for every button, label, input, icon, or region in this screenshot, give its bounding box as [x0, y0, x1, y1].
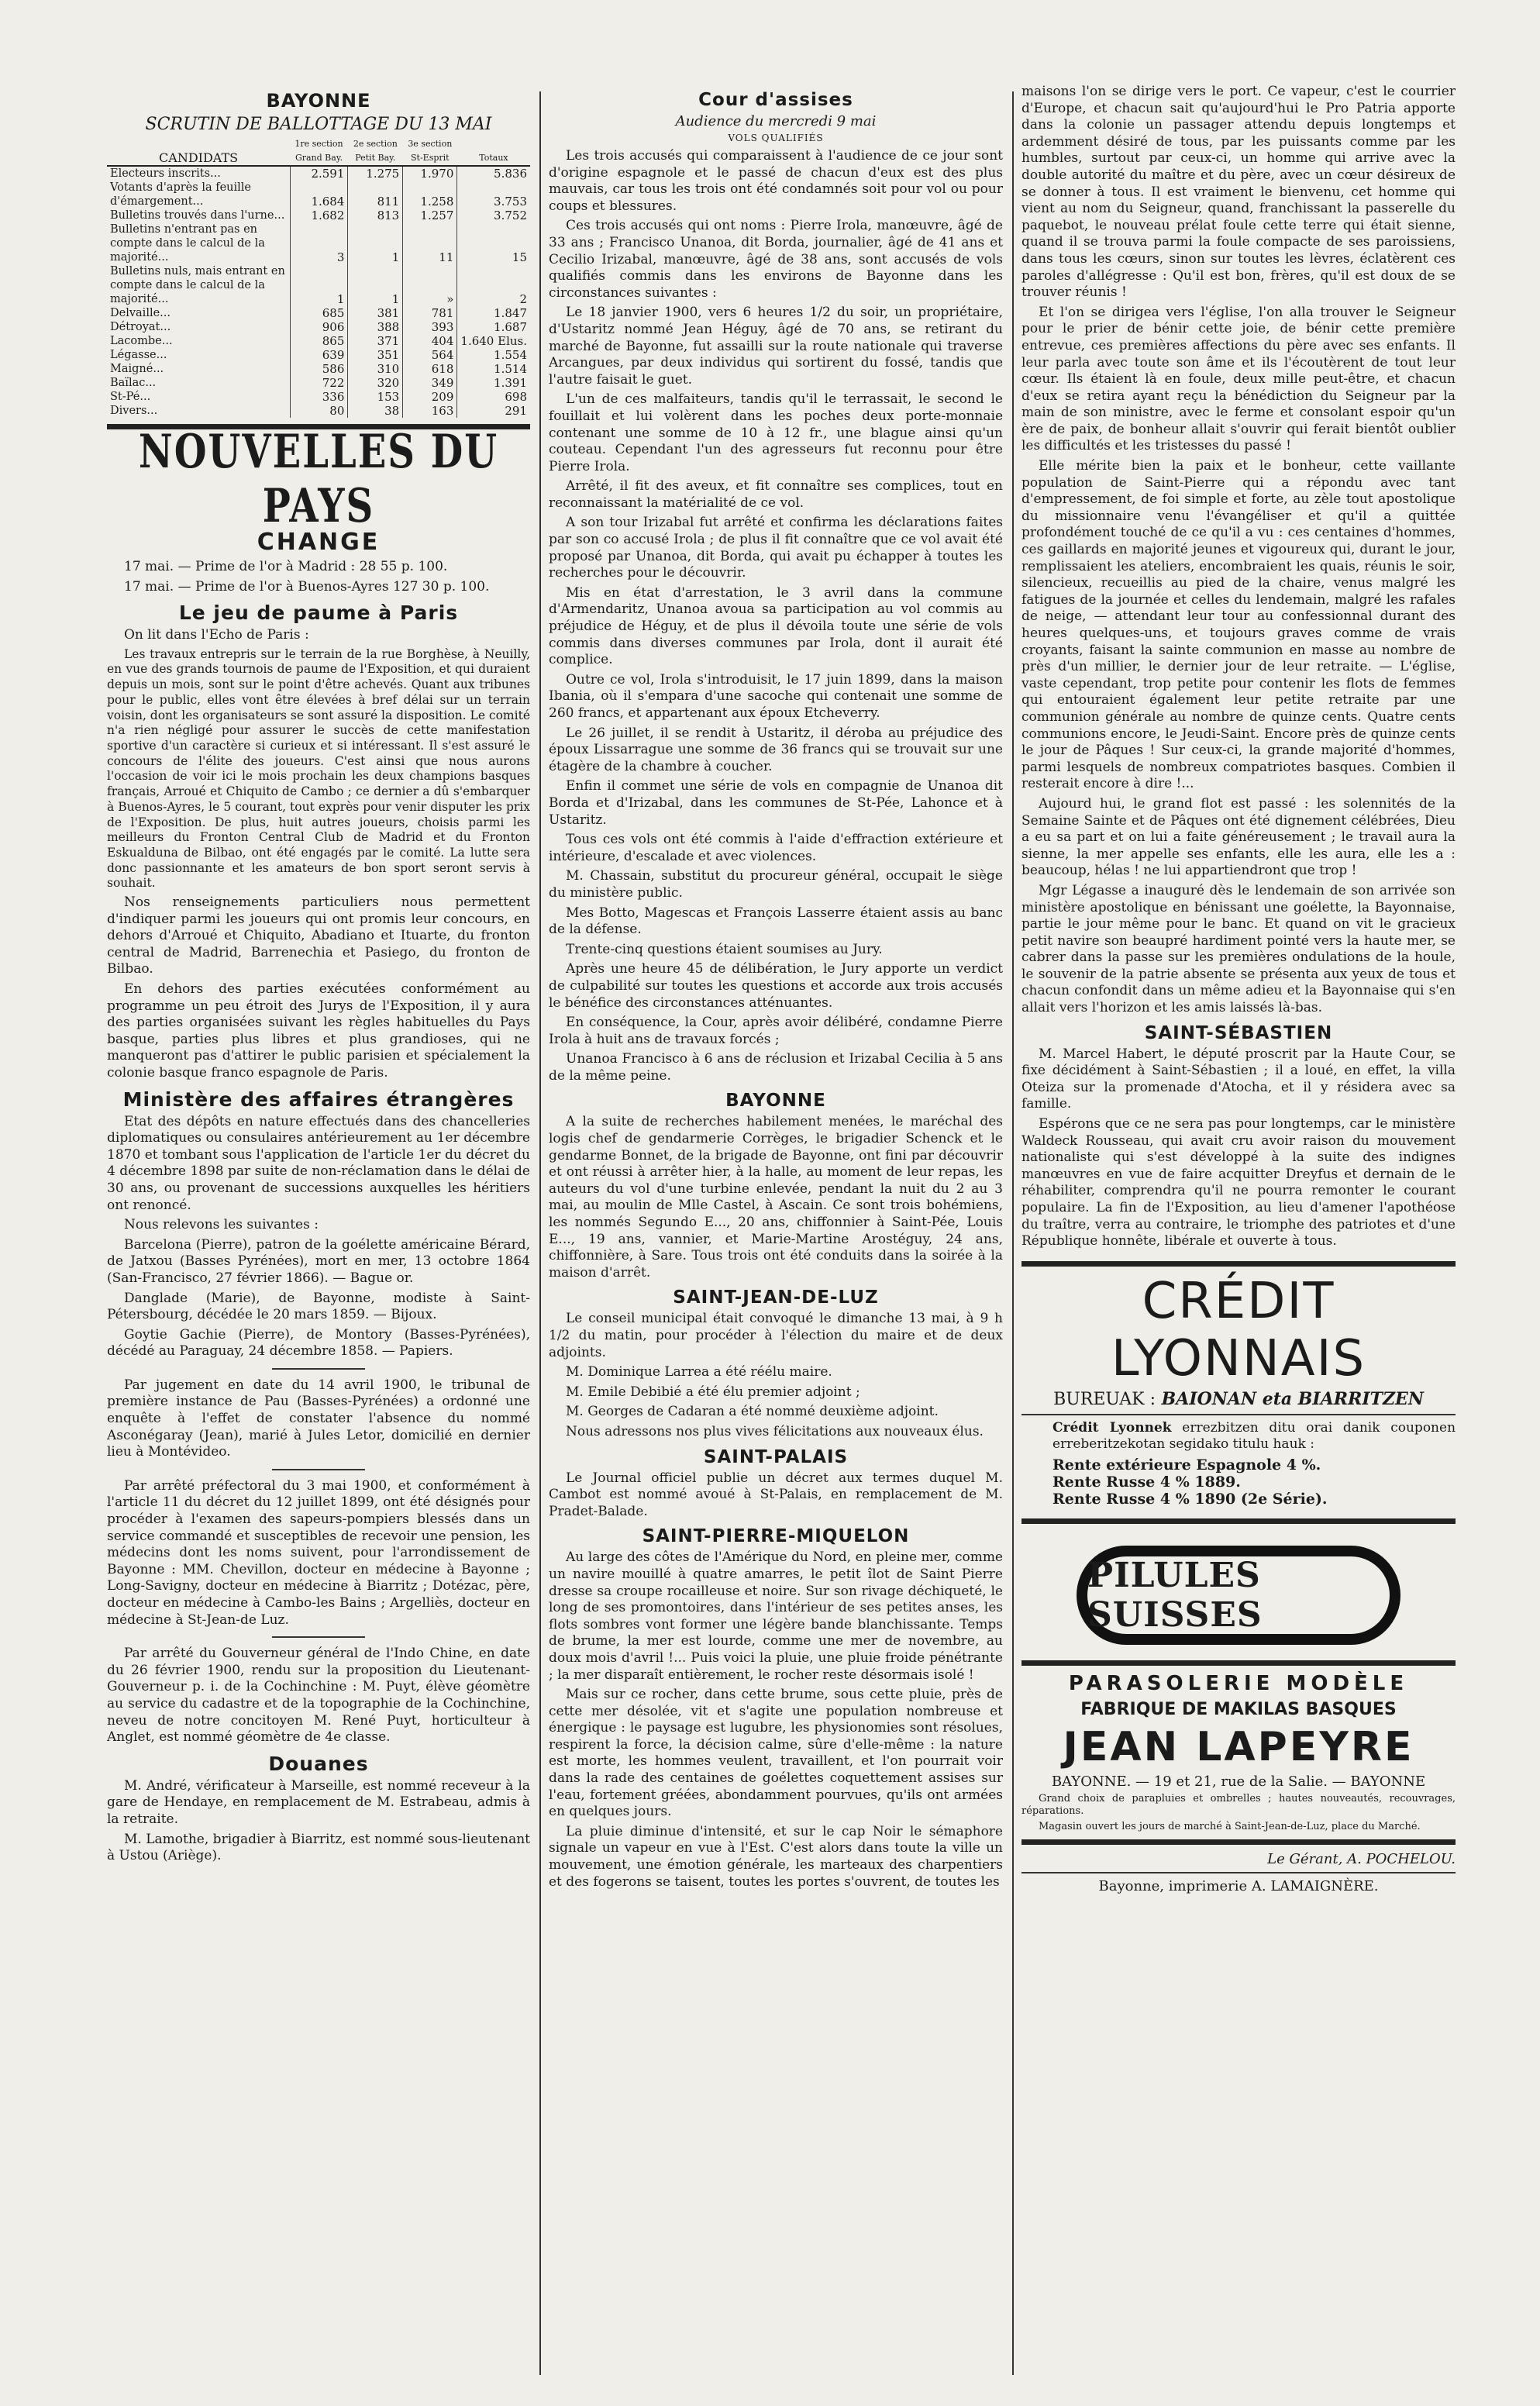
table-row: [107, 362, 530, 376]
table-cell-value: 209: [403, 390, 457, 404]
table-cell-label: Baïlac...: [110, 377, 157, 389]
bayonne-paragraph: A la suite de recherches habilement menées, le maréchal des logis chef de gendarmerie Corrèges, le brigadier Schenck et le gendarme Bonnet, de la brigade de Bayonne, ont fini par découvrir et ont réussi à arrêter hier, à la halle, au moment de leur repas, les auteurs du vol d'une turbine enlevée, pendant la nuit du 2 au 3 mai, au moulin de Mlle Castel, à Ascain. Ce sont trois bohémiens, les nommés Segundo E..., 20 ans, chiffonnier à Saint-Pée, Louis E..., 19 ans, vannier, et Marie-Martine Arostéguy, 24 ans, chiffonnière, à Sare. Tous trois ont été conduits dans la soirée à la maison d'arrêt.: [549, 1114, 1003, 1281]
table-cell-value: 1: [348, 222, 403, 264]
table-cell-value: 1.640 Elus.: [457, 334, 530, 348]
lapeyre-note: Magasin ouvert les jours de marché à Saint-Jean-de-Luz, place du Marché.: [1039, 1820, 1421, 1832]
table-cell-label: Votants d'après la feuille d'émargement...: [110, 181, 251, 208]
douanes-title: Douanes: [268, 1752, 369, 1775]
stjean-paragraph: M. Georges de Cadaran a été nommé deuxième adjoint.: [566, 1404, 939, 1420]
table-cell-value: 1.847: [457, 306, 530, 320]
election-subtitle: SCRUTIN DE BALLOTTAGE DU 13 MAI: [145, 115, 492, 134]
rente-line: Rente extérieure Espagnole 4 %.: [1053, 1456, 1321, 1474]
table-row: [107, 320, 530, 334]
table-cell-label: Maigné...: [110, 363, 164, 375]
table-cell-value: 163: [403, 404, 457, 418]
sebastien-paragraph: M. Marcel Habert, le député proscrit par la Haute Cour, se fixe décidément à Saint-Sébastien ; il a loué, en effet, la villa Oteiza sur la promenade d'Atocha, et il y résidera avec sa famille.: [1021, 1046, 1456, 1112]
table-row: [107, 404, 530, 418]
table-cell-value: 685: [290, 306, 348, 320]
miquelon-paragraph: Au large des côtes de l'Amérique du Nord, en pleine mer, comme un navire mouillé à quatre amarres, le petit îlot de Saint Pierre dresse sa croupe rocailleuse et noire. Sur son rivage déchiqueté, le long de ses promontoires, dans l'intérieur de ses petites anses, les flots sombres vont former une légère bande blanchissante. Temps de brume, la mer est lourde, comme une mer de novembre, au doux mois d'avril !... Puis voici la pluie, une pluie froide pénétrante ; la mer disparaît entièrement, le rocher reste désormais isolé !: [549, 1549, 1003, 1683]
ministere-paragraph: Goytie Gachie (Pierre), de Montory (Basses-Pyrénées), décédé au Paraguay, 24 décembre 1858. — Papiers.: [107, 1326, 530, 1360]
column-2: [549, 84, 1003, 2375]
credit-bureau-places: BAIONAN eta BIARRITZEN: [1161, 1388, 1424, 1409]
table-row: [107, 222, 530, 264]
change-title: CHANGE: [257, 529, 381, 556]
table-cell-value: 3.753: [457, 181, 530, 209]
miquelon-paragraph: Mais sur ce rocher, dans cette brume, sous cette pluie, près de cette mer désolée, vit et s'agite une population nombreuse et énergique : le paysage est lugubre, les physionomies sont résolues, respirent la force, la décision calme, sûre d'elle-même : la nature est morte, les hommes veulent, travaillent, et l'on pourrait voir dans la rade des centaines de goélettes coquettement assises sur l'eau, fortement gréées, abondamment pourvues, qu'ils ont armées en quelques jours.: [549, 1687, 1003, 1820]
miquelon-paragraph: Et l'on se dirigea vers l'église, l'on alla trouver le Seigneur pour le prier de bénir cette joie, de bénir cette première entrevue, ces premières affections du père avec ses enfants. Il leur parla avec toute son âme et ils l'écoutèrent de tout leur cœur. Ils étaient là en foule, deux mille peut-être, et chacun d'eux se retira ayant reçu la bénédiction du Seigneur par la main de son ministre, avec le ferme et consolant espoir qu'un ère de paix, de bonheur allait s'ouvrir qui ferait bientôt oublier les difficultés et les tristesses du passé !: [1021, 304, 1456, 454]
miquelon-paragraph: maisons l'on se dirige vers le port. Ce vapeur, c'est le courrier d'Europe, et chacun sait qu'aujourd'hui le Pro Patria apporte dans la colonie un passager attendu depuis longtemps et ardemment désiré de tous, par les puissants comme par les humbles, surtout par ceux-ci, un homme qui arrive avec la double autorité du maître et du père, avec un cœur désireux de se donner à tous. Il est vraiment le bienvenu, cet homme qui vient au nom du Seigneur, quand, franchissant la passerelle du paquebot, le nouveau prélat foule cette terre qui était sienne, quand il se trouva parmi la foule compacte de ses paroissiens, dans tous les cœurs, sinon sur toutes les lèvres, éclatèrent ces paroles d'allégresse : Qu'il est bon, frères, qu'il est doux de se trouver réunis !: [1021, 84, 1456, 301]
stjean-title: SAINT-JEAN-DE-LUZ: [673, 1287, 879, 1308]
miquelon-paragraph: Mgr Légasse a inauguré dès le lendemain de son arrivée son ministère apostolique en bénissant une goélette, la Bayonnaise, partie le jour même pour le banc. Et quand on vit le gracieux petit navire son beaupré hardiment pointé vers la haute mer, se cabrer dans la passe sur les premières ondulations de la houle, le souvenir de la patrie absente se présenta aux yeux de tous et chacun confondit dans un même adieu et la Bayonnaise qui s'en allait vers l'horizon et les amis laissés là-bas.: [1021, 882, 1456, 1016]
rente-line: Rente Russe 4 % 1889.: [1053, 1473, 1241, 1491]
assises-paragraph: Trente-cinq questions étaient soumises au Jury.: [566, 941, 883, 957]
credit-bureau-label: BUREUAK :: [1053, 1389, 1156, 1409]
table-cell-value: 349: [403, 376, 457, 390]
table-row: [107, 264, 530, 306]
assises-paragraph: M. Chassain, substitut du procureur général, occupait le siège du ministère public.: [549, 868, 1003, 901]
miquelon-paragraph: La pluie diminue d'intensité, et sur le cap Noir le sémaphore signale un vapeur en vue à l'Est. C'est alors dans toute la ville un mouvement, une émotion générale, les marteaux des charpentiers et des fogerons se taisent, toutes les portes s'ouvrent, de toutes les: [549, 1823, 1003, 1890]
table-cell-value: 1.687: [457, 320, 530, 334]
stjean-paragraph: Nous adressons nos plus vives félicitations aux nouveaux élus.: [566, 1423, 984, 1439]
table-cell-value: 15: [457, 222, 530, 264]
table-cell-value: 80: [290, 404, 348, 418]
douanes-paragraph: M. Lamothe, brigadier à Biarritz, est nommé sous-lieutenant à Ustou (Ariège).: [107, 1831, 530, 1864]
table-cell-label: Détroyat...: [110, 321, 171, 333]
rente-line: Rente Russe 4 % 1890 (2e Série).: [1053, 1490, 1328, 1508]
assises-paragraph: L'un de ces malfaiteurs, tandis qu'il le terrassait, le second le fouillait et lui volèrent dans les poches deux porte-monnaie contenant une somme de 10 à 12 fr., une blague ainsi qu'un couteau. Cependant l'un des agresseurs fut reconnu pour être Pierre Irola.: [549, 391, 1003, 474]
table-row: [107, 334, 530, 348]
table-cell-value: 639: [290, 348, 348, 362]
ad-rule: [1021, 1414, 1456, 1415]
table-cell-value: 381: [348, 306, 403, 320]
table-cell-value: 320: [348, 376, 403, 390]
bayonne-title: BAYONNE: [725, 1091, 826, 1112]
table-cell-value: 2: [457, 264, 530, 306]
table-cell-value: 1.554: [457, 348, 530, 362]
paume-paragraph: Nos renseignements particuliers nous permettent d'indiquer parmi les joueurs qui ont promis leur concours, en dehors d'Arroué et Chiquito, Abadiano et Ituarte, du fronton central de Madrid, Barrenechia et Pasiego, du fronton de Bilbao.: [107, 894, 530, 977]
table-cell-label: Divers...: [110, 405, 158, 417]
ad-rule: [1021, 1261, 1456, 1267]
assises-paragraph: Tous ces vols ont été commis à l'aide d'effraction extérieure et intérieure, d'escalade et avec violences.: [549, 832, 1003, 864]
change-line-1: 17 mai. — Prime de l'or à Madrid : 28 55 p. 100.: [124, 559, 448, 574]
table-cell-value: 865: [290, 334, 348, 348]
ministere-paragraph: Danglade (Marie), de Bayonne, modiste à Saint-Pétersbourg, décédée le 20 mars 1859. — Bijoux.: [107, 1290, 530, 1323]
arrete-paragraph: Par arrêté préfectoral du 3 mai 1900, et conformément à l'article 11 du décret du 12 juillet 1899, ont été désignés pour procéder à l'examen des sapeurs-pompiers blessés dans un service commandé et susceptibles de recevoir une pension, les médecins dont les noms suivent, pour l'arrondissement de Bayonne : MM. Chevillon, docteur en médecine à Bayonne ; Long-Savigny, docteur en médecine à Biarritz ; Dotézac, père, docteur en médecine à Cambo-les Bains ; Argelliès, docteur en médecine à St-Jean-de Luz.: [107, 1477, 530, 1628]
short-rule: [272, 1368, 365, 1370]
table-cell-value: 1: [290, 264, 348, 306]
header-col2: 2e section Petit Bay.: [348, 137, 403, 166]
table-cell-value: 38: [348, 404, 403, 418]
table-cell-value: 1.275: [348, 166, 403, 181]
assises-paragraph: Les trois accusés qui comparaissent à l'audience de ce jour sont d'origine espagnole et le passé de chacun d'eux est des plus mauvais, car tous les trois ont été condamnés soit pour vol ou pour coups et blessures.: [549, 148, 1003, 214]
assises-paragraph: Unanoa Francisco à 6 ans de réclusion et Irizabal Cecilia à 5 ans de la même peine.: [549, 1051, 1003, 1084]
ministere-paragraph: Barcelona (Pierre), patron de la goélette américaine Bérard, de Jatxou (Basses Pyrénées), mort en mer, 13 octobre 1864 (San-Francisco, 27 février 1866). — Bague or.: [107, 1236, 530, 1286]
table-row: [107, 376, 530, 390]
table-cell-value: 371: [348, 334, 403, 348]
table-cell-label: Bulletins trouvés dans l'urne...: [110, 209, 285, 222]
assises-paragraph: Après une heure 45 de délibération, le Jury apporte un verdict de culpabilité sur toutes les questions et accorde aux trois accusés le bénéfice des circonstances atténuantes.: [549, 961, 1003, 1011]
table-cell-value: 781: [403, 306, 457, 320]
table-cell-value: 906: [290, 320, 348, 334]
assises-paragraph: Enfin il commet une série de vols en compagnie de Unanoa dit Borda et d'Irizabal, dans les communes de St-Pée, Lahonce et à Ustaritz.: [549, 778, 1003, 828]
stpalais-paragraph: Le Journal officiel publie un décret aux termes duquel M. Cambot est nommé avoué à St-Palais, en remplacement de M. Pradet-Balade.: [549, 1470, 1003, 1519]
header-col1: 1re section Grand Bay.: [290, 137, 348, 166]
table-cell-value: 153: [348, 390, 403, 404]
table-cell-value: »: [403, 264, 457, 306]
assises-title: Cour d'assises: [698, 90, 853, 110]
table-cell-value: 388: [348, 320, 403, 334]
table-cell-value: 1.682: [290, 209, 348, 222]
parasolerie-title: PARASOLERIE MODÈLE: [1068, 1671, 1409, 1695]
douanes-paragraph: M. André, vérificateur à Marseille, est nommé receveur à la gare de Hendaye, en remplacement de M. Estrabeau, admis à la retraite.: [107, 1777, 530, 1827]
table-row: [107, 306, 530, 320]
stjean-paragraph: Le conseil municipal était convoqué le dimanche 13 mai, à 9 h 1/2 du matin, pour procéder à l'élection du maire et de deux adjoints.: [549, 1311, 1003, 1360]
election-table: [107, 137, 530, 418]
column-3: [1021, 84, 1456, 2375]
ad-rule: [1021, 1518, 1456, 1524]
table-cell-value: 3.752: [457, 209, 530, 222]
table-cell-label: Delvaille...: [110, 307, 171, 319]
table-cell-label: Electeurs inscrits...: [110, 167, 221, 180]
table-cell-value: 722: [290, 376, 348, 390]
table-cell-label: Légasse...: [110, 349, 167, 361]
ad-rule: [1021, 1839, 1456, 1845]
table-cell-value: 291: [457, 404, 530, 418]
table-cell-value: 404: [403, 334, 457, 348]
paume-title: Le jeu de paume à Paris: [178, 602, 459, 625]
ministere-paragraph: Nous relevons les suivantes :: [124, 1217, 319, 1233]
miquelon-title: SAINT-PIERRE-MIQUELON: [642, 1526, 910, 1547]
table-cell-value: 564: [403, 348, 457, 362]
table-cell-value: 3: [290, 222, 348, 264]
table-cell-value: 1.970: [403, 166, 457, 181]
assises-subtitle: Audience du mercredi 9 mai: [675, 113, 877, 129]
lapeyre-address: BAYONNE. — 19 et 21, rue de la Salie. — BAYONNE: [1051, 1773, 1426, 1790]
short-rule: [272, 1636, 365, 1638]
table-cell-value: 1: [348, 264, 403, 306]
assises-tag: VOLS QUALIFIÉS: [728, 133, 824, 143]
table-cell-value: 393: [403, 320, 457, 334]
stjean-paragraph: M. Emile Debibié a été élu premier adjoint ;: [566, 1384, 860, 1400]
assises-paragraph: Le 26 juillet, il se rendit à Ustaritz, il déroba au préjudice des époux Lissarrague une somme de 36 francs qui se trouvait sur une étagère de la chambre à coucher.: [549, 725, 1003, 774]
miquelon-paragraph: Elle mérite bien la paix et le bonheur, cette vaillante population de Saint-Pierre qui a répondu avec tant d'empressement, de foi simple et forte, au zèle tout apostolique du missionnaire venu l'évangéliser et qu'il a quittée profondément touché de ce qu'il a vu : ces centaines d'hommes, ces gaillards en majorité jeunes et vigoureux qui, durant le jour, remplissaient les ateliers, encombraient les quais, réunis le soir, silencieux, recueillis au pied de la chaire, venus malgré les fatigues de la journée et celles du lendemain, malgré les rafales de neige, — attendant leur tour au confessionnal durant des heures quelques-uns, et toujours graves comme de vrais croyants, faisant la sainte communion en masse au nombre de près d'un millier, le dernier jour de leur retraite. — L'église, vaste cependant, trop petite pour contenir les flots de femmes qui entouraient également leur petite retraite par une communion générale au nombre de quinze cents. Quatre cents communions encore, le Jeudi-Saint. Encore près de quinze cents le jour de Pâques ! Sur ceux-ci, la grande majorité d'hommes, parmi lesquels de nombreux compatriotes basques. Combien il resterait encore à dire !...: [1021, 458, 1456, 792]
assises-paragraph: Mis en état d'arrestation, le 3 avril dans la commune d'Armendaritz, Unanoa avoua sa participation au vol commis au préjudice de Héguy, et de plus il dévoila toute une série de vols commis dans diverses communes par Irola, dont il aurait été complice.: [549, 584, 1003, 668]
table-cell-value: 336: [290, 390, 348, 404]
table-cell-label: Lacombe...: [110, 335, 173, 347]
paume-paragraph: Les travaux entrepris sur le terrain de la rue Borghèse, à Neuilly, en vue des grands tournois de paume de l'Exposition, et qui duraient depuis un mois, sont sur le point d'être achevés. Quant aux tribunes pour le public, elles vont être élevées à bref délai sur un terrain voisin, dont les organisateurs se sont assuré la disposition. Le comité n'a rien négligé pour assurer le succès de cette manifestation sportive d'un caractère si curieux et si intéressant. Il s'est assuré le concours de l'élite des joueurs. C'est ainsi que nous aurons l'occasion de voir ici le mois prochain les deux champions basques français, Arroué et Chiquito de Cambo ; ce dernier a dû s'embarquer à Buenos-Ayres, le 5 courant, tout exprès pour venir disputer les prix de l'Exposition. De plus, huit autres joueurs, choisis parmi les meilleurs du Fronton Central Club de Madrid et du Fronton Eskualduna de Bilbao, ont été engagés par le comité. La lutte sera donc passionnante et les amateurs de bon sport seront servis à souhait.: [107, 646, 530, 891]
table-cell-value: 351: [348, 348, 403, 362]
table-cell-value: 5.836: [457, 166, 530, 181]
header-candidats: CANDIDATS: [107, 137, 290, 166]
ministere-paragraph: Etat des dépôts en nature effectués dans des chancelleries diplomatiques ou consulaires antérieurement au 1er décembre 1870 et tombant sous l'application de l'article 1er du décret du 4 décembre 1898 par suite de non-réclamation dans le délai de 30 ans, ou provenant de successions auxquelles les héritiers ont renoncé.: [107, 1113, 530, 1213]
jugement-paragraph: Par jugement en date du 14 avril 1900, le tribunal de première instance de Pau (Basses-Pyrénées) a ordonné une enquête à l'effet de constater l'absence du nommé Asconégaray (Jean), marié à Jules Letor, domicilié en dernier lieu à Montévideo.: [107, 1377, 530, 1460]
table-cell-value: 1.257: [403, 209, 457, 222]
stjean-paragraph: M. Dominique Larrea a été réélu maire.: [566, 1364, 832, 1381]
assises-paragraph: Arrêté, il fit des aveux, et fit connaître ses complices, tout en reconnaissant la matérialité de ce vol.: [549, 478, 1003, 511]
table-cell-value: 2.591: [290, 166, 348, 181]
credit-text-bold: Crédit Lyonnek: [1053, 1419, 1172, 1436]
nouvelles-title: NOUVELLES DU PAYS: [138, 425, 499, 533]
short-rule: [272, 1469, 365, 1470]
assises-paragraph: A son tour Irizabal fut arrêté et confirma les déclarations faites par son co accusé Irola ; de plus il fit connaître que ce vol avait été proposé par Unanoa, dit Borda, qui avait pu échapper à toutes les recherches pour le découvrir.: [549, 515, 1003, 581]
change-line-2: 17 mai. — Prime de l'or à Buenos-Ayres 127 30 p. 100.: [124, 578, 490, 595]
column-rule: [1012, 91, 1014, 2375]
column-rule: [539, 91, 541, 2375]
table-cell-value: 310: [348, 362, 403, 376]
table-cell-value: 1.514: [457, 362, 530, 376]
credit-text: [1053, 1420, 1456, 1453]
credit-bureau: [1021, 1389, 1456, 1409]
table-cell-value: 1.391: [457, 376, 530, 390]
election-title: BAYONNE: [266, 90, 371, 112]
paume-paragraph: En dehors des parties exécutées conformément au programme un peu étroit des Jurys de l'Exposition, il y aura des parties organisées suivant les règles habituelles du Pays basque, parties plus libres et plus grandioses, qui ne manqueront pas d'attirer le public parisien et spécialement la colonie basque franco espagnole de Paris.: [107, 981, 530, 1081]
table-cell-value: 811: [348, 181, 403, 209]
table-row: [107, 390, 530, 404]
ministere-title: Ministère des affaires étrangères: [122, 1088, 515, 1111]
assises-paragraph: En conséquence, la Cour, après avoir délibéré, condamne Pierre Irola à huit ans de travaux forcés ;: [549, 1015, 1003, 1047]
assises-paragraph: Mes Botto, Magescas et François Lasserre étaient assis au banc de la défense.: [549, 905, 1003, 938]
table-header-row: [107, 137, 530, 166]
ad-rule: [1021, 1660, 1456, 1666]
table-cell-value: 618: [403, 362, 457, 376]
table-row: [107, 181, 530, 209]
credit-lyonnais-title: CRÉDIT LYONNAIS: [1111, 1272, 1366, 1387]
gerant-signature: Le Gérant, A. POCHELOU.: [1267, 1850, 1456, 1867]
table-cell-label: Bulletins nuls, mais entrant en compte dans le calcul de la majorité...: [110, 265, 285, 305]
footer-rule: [1021, 1872, 1456, 1873]
assises-paragraph: Outre ce vol, Irola s'introduisit, le 17 juin 1899, dans la maison Ibania, où il s'empara d'une sacoche qui contenait une somme de 260 francs, et appartenant aux époux Etcheverry.: [549, 671, 1003, 721]
assises-paragraph: Ces trois accusés qui ont noms : Pierre Irola, manœuvre, âgé de 33 ans ; Francisco Unanoa, dit Borda, journalier, âgé de 41 ans et Cecilio Irizabal, manœuvre, âgé de 38 ans, sont accusés de vols qualifiés commis dans les environs de Bayonne dans les circonstances suivantes :: [549, 218, 1003, 301]
table-cell-value: 11: [403, 222, 457, 264]
assises-paragraph: Le 18 janvier 1900, vers 6 heures 1/2 du soir, un propriétaire, d'Ustaritz nommé Jean Héguy, âgé de 70 ans, se retirant du marché de Bayonne, fut assailli sur la route nationale qui traverse Arcangues, par deux individus qui sortirent du fossé, tandis que l'autre faisait le guet.: [549, 305, 1003, 388]
credit-text-body: errezbitzen ditu orai danik couponen erreberitzekotan segidako titulu hauk :: [1053, 1419, 1456, 1453]
table-cell-label: Bulletins n'entrant pas en compte dans le calcul de la majorité...: [110, 223, 265, 264]
stpalais-title: SAINT-PALAIS: [703, 1446, 849, 1467]
table-cell-value: 698: [457, 390, 530, 404]
table-cell-label: St-Pé...: [110, 391, 151, 403]
table-cell-value: 813: [348, 209, 403, 222]
header-total: Totaux: [457, 137, 530, 166]
table-row: [107, 348, 530, 362]
table-cell-value: 586: [290, 362, 348, 376]
table-cell-value: 1.258: [403, 181, 457, 209]
table-row: [107, 209, 530, 222]
table-cell-value: 1.684: [290, 181, 348, 209]
sebastien-title: SAINT-SÉBASTIEN: [1144, 1022, 1333, 1043]
table-row: [107, 166, 530, 181]
fabrique-title: FABRIQUE DE MAKILAS BASQUES: [1080, 1699, 1397, 1719]
pilules-suisses-logo: PILULES SUISSES: [1077, 1546, 1400, 1645]
paume-intro: On lit dans l'Echo de Paris :: [124, 627, 309, 643]
column-1: [107, 84, 530, 2375]
imprimerie-line: Bayonne, imprimerie A. LAMAIGNÈRE.: [1098, 1877, 1379, 1894]
header-col3: 3e section St-Esprit: [403, 137, 457, 166]
lapeyre-note: Grand choix de parapluies et ombrelles ; hautes nouveautés, recouvrages, réparations.: [1021, 1792, 1456, 1817]
lapeyre-title: JEAN LAPEYRE: [1063, 1723, 1414, 1770]
arrete-paragraph: Par arrêté du Gouverneur général de l'Indo Chine, en date du 26 février 1900, rendu sur la proposition du Lieutenant-Gouverneur p. i. de la Cochinchine : M. Puyt, élève géomètre au service du cadastre et de la topographie de la Cochinchine, neveu de notre concitoyen M. René Puyt, horticulteur à Anglet, est nommé géomètre de 4e classe.: [107, 1646, 530, 1746]
miquelon-paragraph: Aujourd hui, le grand flot est passé : les solennités de la Semaine Sainte et de Pâques ont été dignement célébrées, Dieu a eu sa part et on lui a faite généreusement ; le travail aura la sienne, la mer appelle ses enfants, elle les aura, elle les a : beaucoup, hélas ! ne lui appartiendront que trop !: [1021, 795, 1456, 879]
sebastien-paragraph: Espérons que ce ne sera pas pour longtemps, car le ministère Waldeck Rousseau, qui avait cru avoir raison du mouvement nationaliste qui s'est développé à la suite des indignes manœuvres en vue de faire acquitter Dreyfus et dernain de le réhabiliter, comprendra qu'il ne pourra remonter le courant populaire. La fin de l'Exposition, au lieu d'amener l'apothéose du traître, verra au contraire, le triomphe des patriotes et d'une République honnête, libérale et ouverte à tous.: [1021, 1116, 1456, 1250]
